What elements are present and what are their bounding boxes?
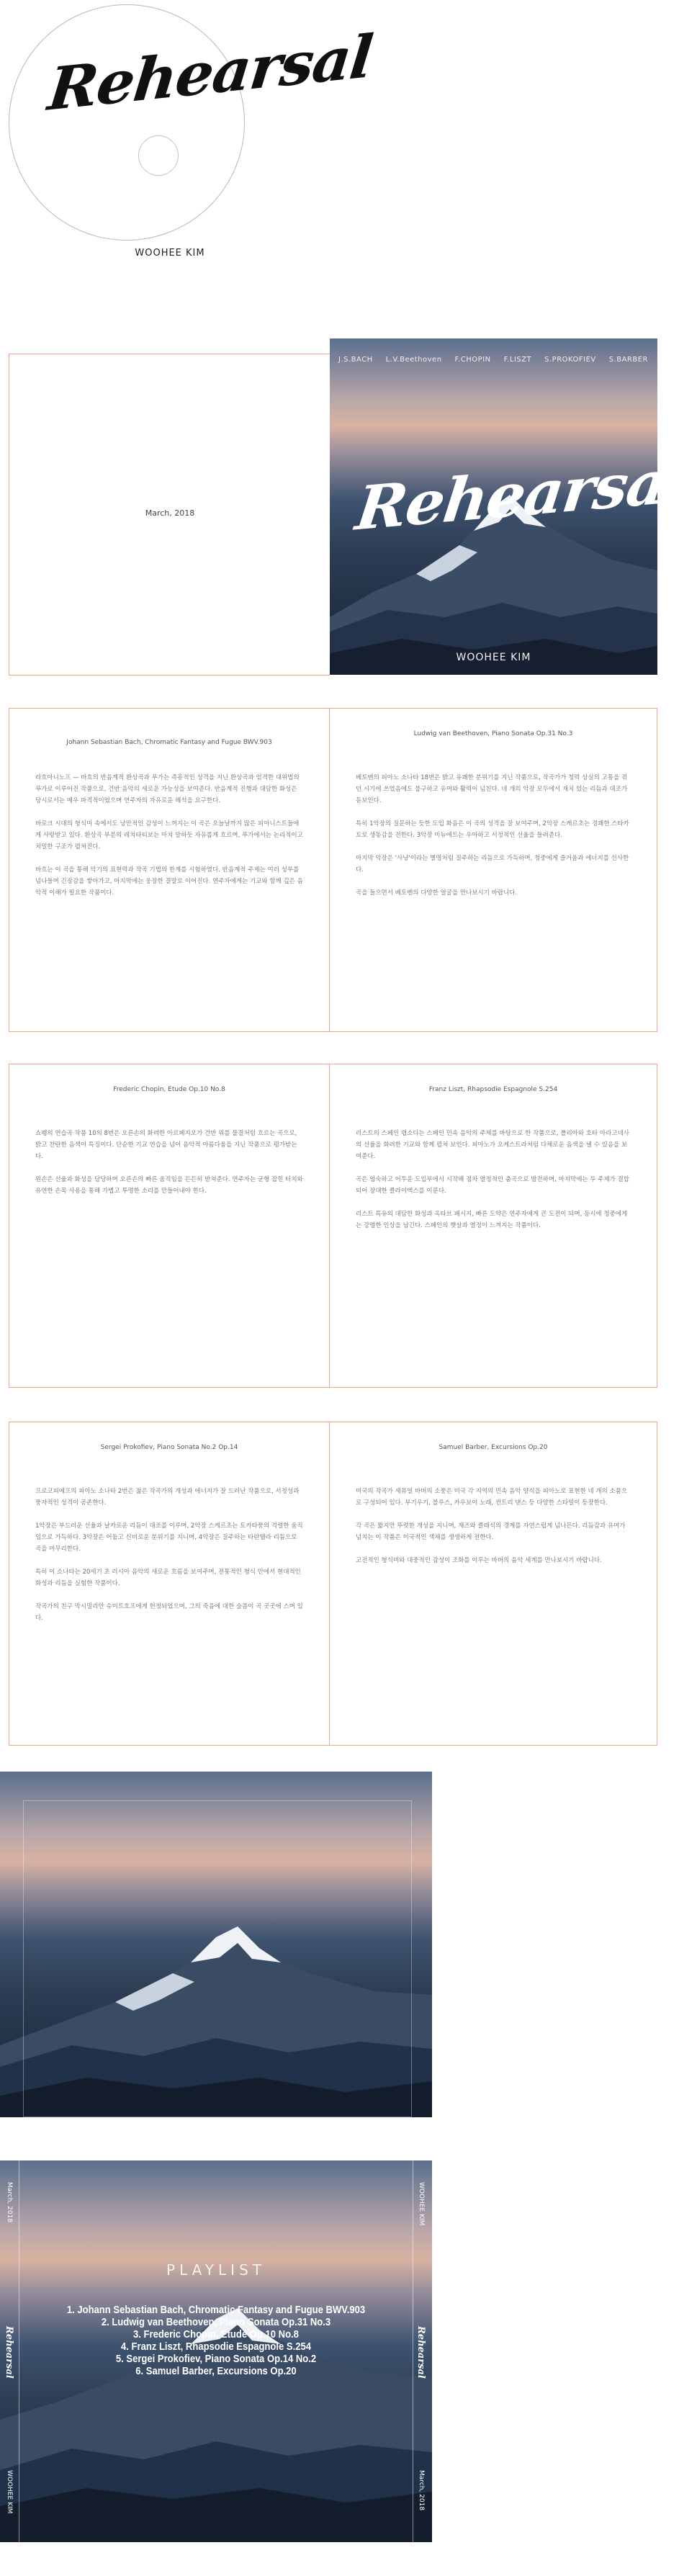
composer-list: [338, 356, 648, 364]
liner-note-text: [35, 1128, 303, 1208]
playlist-track: 6. Samuel Barber, Excursions Op.20: [135, 2366, 297, 2377]
liner-note-page: [330, 1064, 657, 1388]
composer-name: J.S.BACH: [338, 356, 373, 364]
tray-inlay: [0, 1772, 432, 2117]
paragraph: 고전적인 형식미와 대중적인 감성이 조화를 이루는 바버의 음악 세계를 만나보시기 바랍니다.: [356, 1557, 602, 1564]
paragraph: 쇼팽의 연습곡 작품 10의 8번은 오른손의 화려한 아르페지오가 건반 위를 물결처럼 흐르는 곡으로, 밝고 찬란한 음색이 특징이다. 단순한 기교 연습을 넘어 음악적 아름다움을 지닌 작품으로 평가받는다.: [35, 1130, 297, 1160]
piece-title: Sergei Prokofiev, Piano Sonata No.2 Op.14: [100, 1444, 238, 1451]
liner-note-text: [356, 1486, 631, 1578]
paragraph: 바흐는 이 곡을 통해 악기의 표현력과 작곡 기법의 한계를 시험하였다. 반음계적 주제는 여러 성부를 넘나들며 긴장감을 쌓아가고, 마지막에는 웅장한 결말로 이어진다. 연주자에게는 기교와 함께 깊은 음악적 이해가 필요한 작품이다.: [35, 866, 303, 897]
paragraph: 곡은 엄숙하고 어두운 도입부에서 시작해 점차 열정적인 춤곡으로 발전하며, 마지막에는 두 주제가 결합되어 장대한 클라이맥스를 이룬다.: [356, 1176, 629, 1195]
spine-title: Rehearsal: [4, 2326, 14, 2379]
tray-frame: [23, 1800, 412, 2117]
playlist-track: 2. Ludwig van Beethoven, Piano Sonata Op.31 No.3: [101, 2317, 331, 2328]
composer-name: S.BARBER: [608, 356, 648, 364]
paragraph: 리스트의 스페인 랩소디는 스페인 민속 음악의 주제를 바탕으로 한 작품으로, 폴리아와 호타 아라고네사의 선율을 화려한 기교와 함께 펼쳐 보인다. 피아노가 오케스트라처럼 다채로운 음색을 낼 수 있음을 보여준다.: [356, 1130, 629, 1160]
playlist-track: 5. Sergei Prokofiev, Piano Sonata Op.14 No.2: [115, 2353, 317, 2365]
back-cover: [0, 2160, 432, 2542]
composer-name: L.V.Beethoven: [385, 356, 442, 364]
paragraph: 왼손은 선율과 화성을 담당하며 오른손의 빠른 움직임을 든든히 받쳐준다. 연주자는 균형 잡힌 터치와 유연한 손목 사용을 통해 가볍고 투명한 소리를 만들어내야 한다.: [35, 1176, 303, 1195]
piece-title: Frederic Chopin, Etude Op.10 No.8: [113, 1086, 225, 1093]
spine-artist: WOOHEE KIM: [6, 2470, 13, 2514]
liner-note-page: [330, 1422, 657, 1746]
piece-title: Samuel Barber, Excursions Op.20: [439, 1444, 548, 1451]
paragraph: 마지막 악장은 '사냥'이라는 별명처럼 질주하는 리듬으로 가득하며, 청중에게 즐거움과 에너지를 선사한다.: [356, 855, 629, 874]
paragraph: 베토벤의 피아노 소나타 18번은 밝고 유쾌한 분위기를 지닌 작품으로, 작곡가가 청력 상실의 고통을 겪던 시기에 쓰였음에도 불구하고 유머와 활력이 넘친다. 네 개의 악장 모두에서 재치 있는 리듬과 대조가 돋보인다.: [356, 774, 628, 804]
piece-title: Ludwig van Beethoven, Piano Sonata Op.31 No.3: [413, 730, 573, 737]
liner-note-page: [9, 1064, 330, 1388]
paragraph: 각 곡은 짧지만 뚜렷한 개성을 지니며, 재즈와 클래식의 경계를 자연스럽게 넘나든다. 리듬감과 유머가 넘치는 이 작품은 미국적인 색채를 생생하게 전한다.: [356, 1522, 626, 1541]
booklet-front-cover: [330, 338, 692, 675]
piece-title: Johann Sebastian Bach, Chromatic Fantasy and Fugue BWV.903: [66, 739, 272, 746]
booklet-inner-cover: [9, 354, 330, 676]
paragraph: 미국의 작곡가 새뮤얼 바버의 소풍은 미국 각 지역의 민속 음악 양식을 피아노로 표현한 네 개의 소품으로 구성되어 있다. 부기우기, 블루스, 카우보이 노래, 컨트리 댄스 등 다양한 스타일이 등장한다.: [356, 1488, 628, 1507]
liner-note-page: [9, 1422, 330, 1746]
paragraph: 작곡가의 친구 막시밀리안 슈미트호프에게 헌정되었으며, 그의 죽음에 대한 슬픔이 곡 곳곳에 스며 있다.: [35, 1603, 303, 1622]
paragraph: 1악장은 부드러운 선율과 날카로운 리듬이 대조를 이루며, 2악장 스케르초는 토카타풍의 격렬한 움직임으로 가득하다. 3악장은 어둡고 신비로운 분위기를 지니며, 4악장은 질주하는 타란텔라 리듬으로 곡을 마무리한다.: [35, 1522, 303, 1553]
paragraph: 곡을 들으면서 베토벤의 다양한 얼굴을 만나보시기 바랍니다.: [356, 889, 518, 897]
release-date: March, 2018: [145, 508, 195, 518]
liner-note-text: [356, 1128, 631, 1243]
disc-title: Rehearsal: [45, 22, 375, 125]
paragraph: 리스트 특유의 대담한 화성과 옥타브 패시지, 빠른 도약은 연주자에게 큰 도전이 되며, 동시에 청중에게는 강렬한 인상을 남긴다. 스페인의 햇살과 열정이 느껴지는 작품이다.: [356, 1211, 628, 1229]
liner-note-text: [356, 772, 631, 910]
playlist-track: 4. Franz Liszt, Rhapsodie Espagnole S.254: [121, 2341, 311, 2353]
paragraph: 특히 1악장의 질문하는 듯한 도입 화음은 이 곡의 성격을 잘 보여주며, 2악장 스케르초는 경쾌한 스타카토로 생동감을 전한다. 3악장 미뉴에트는 우아하고 서정적인 선율을 들려준다.: [356, 820, 629, 839]
cover-artist: WOOHEE KIM: [456, 652, 531, 663]
spine-date: March, 2018: [418, 2470, 425, 2511]
paragraph: 바로크 시대의 형식미 속에서도 낭만적인 감성이 느껴지는 이 곡은 오늘날까지 많은 피아니스트들에게 사랑받고 있다. 환상곡 부분의 레치타티보는 마치 말하듯 자유롭게 흐르며, 푸가에서는 논리적이고 치밀한 구조가 펼쳐진다.: [35, 820, 303, 851]
playlist-track: 3. Frederic Chopin, Etude Op.10 No.8: [133, 2329, 299, 2341]
liner-note-page: [9, 708, 330, 1032]
liner-note-text: [35, 772, 303, 910]
spine-date: March, 2018: [6, 2182, 13, 2223]
playlist: [60, 2305, 372, 2378]
spine-artist: WOOHEE KIM: [418, 2182, 425, 2226]
liner-note-page: [330, 708, 657, 1032]
spine-title: Rehearsal: [415, 2326, 426, 2379]
paragraph: 프로코피예프의 피아노 소나타 2번은 젊은 작곡가의 개성과 에너지가 잘 드러난 작품으로, 서정성과 풍자적인 성격이 공존한다.: [35, 1488, 300, 1507]
playlist-track: 1. Johann Sebastian Bach, Chromatic Fantasy and Fugue BWV.903: [66, 2305, 366, 2316]
mountain-illustration: [0, 2254, 432, 2542]
disc-center-hole: [138, 135, 179, 176]
piece-title: Franz Liszt, Rhapsodie Espagnole S.254: [428, 1086, 558, 1093]
composer-name: F.LISZT: [503, 356, 532, 364]
paragraph: 특히 이 소나타는 20세기 초 러시아 음악의 새로운 흐름을 보여주며, 전통적인 형식 안에서 현대적인 화성과 리듬을 실험한 작품이다.: [35, 1569, 301, 1587]
liner-note-text: [35, 1486, 303, 1635]
playlist-heading: PLAYLIST: [166, 2261, 266, 2279]
cover-title: Rehearsal: [352, 444, 692, 544]
composer-name: F.CHOPIN: [454, 356, 491, 364]
composer-name: S.PROKOFIEV: [544, 356, 596, 364]
disc-artist: WOOHEE KIM: [135, 248, 205, 259]
paragraph: 라흐마니노프 — 바흐의 반음계적 환상곡과 푸가는 즉흥적인 성격을 지닌 환상곡과 엄격한 대위법의 푸가로 이루어진 작품으로, 건반 음악의 새로운 가능성을 보여준다. 반음계적 진행과 대담한 화성은 당시로서는 매우 파격적이었으며 연주자의 자유로운 해석을 요구한다.: [35, 774, 300, 804]
